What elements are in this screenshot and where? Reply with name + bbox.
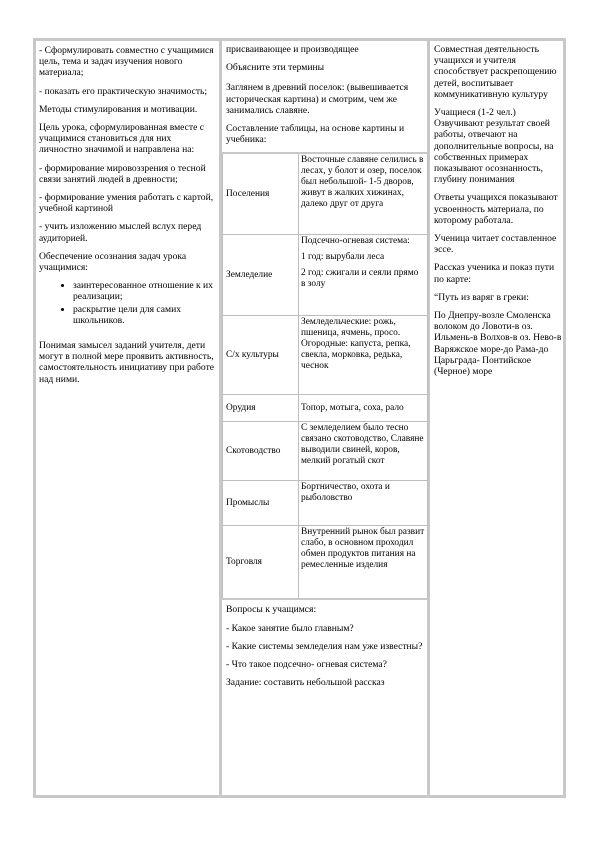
slavs-table [222, 152, 428, 600]
table-value [299, 235, 428, 316]
text-block: Учащиеся (1-2 чел.) Озвучивают результат своей работы, отвечают на дополнительные вопросы, на собственных примерах показывают осознанность, глубину понимания [434, 107, 554, 186]
table-value: Земледельческие: рожь, пшеница, ячмень, просо. Огородные: капуста, репка, свекла, морковка, редька, чеснок [299, 316, 428, 395]
table-key: Земледелие [223, 235, 299, 316]
text-block: - учить изложению мыслей вслух перед аудиторией. [39, 221, 202, 244]
text-block: - Сформулировать совместно с учащимися цель, тема и задач изучения нового материала; [39, 45, 214, 79]
text-block: По Днепру-возле Смоленска волоком до Ловоти-в оз. Ильмень-в Волхов-в оз. Нево-в Варяжское море-до Рама-до Царьграда- Понтийское (Черное) море [434, 310, 562, 378]
table-row [223, 481, 428, 526]
table-key: Орудия [223, 395, 299, 422]
column-content [222, 41, 430, 795]
text-block: Составление таблицы, на основе картины и учебника: [226, 123, 405, 146]
table-row [223, 526, 428, 600]
text-block: присваивающее и производящее [226, 44, 359, 55]
text-block: - показать его практическую значимость; [39, 85, 208, 97]
column-activity [430, 41, 566, 795]
table-row [223, 422, 428, 481]
table-value: Топор, мотыга, соха, рало [299, 395, 428, 422]
text-block: Методы стимулирования и мотивации. [39, 103, 198, 115]
text-block: - формирование мировоззрения о тесной связи занятий людей в древности; [39, 162, 206, 185]
text-block: Задание: составить небольшой рассказ [226, 677, 385, 689]
lesson-table [33, 38, 566, 798]
list-item: • раскрытие цели для самих школьников. [73, 304, 216, 326]
table-key: Промыслы [223, 481, 299, 526]
table-value-line: 1 год: вырубали леса [301, 252, 385, 263]
table-key: Торговля [223, 526, 299, 600]
text-block: Рассказ ученика и показ пути по карте: [434, 262, 555, 285]
text-block: - Какие системы земледелия нам уже известны? [226, 640, 423, 652]
table-row [223, 235, 428, 316]
table-row [223, 395, 428, 422]
text-block: Обеспечение осознания задач урока учащимися: [39, 250, 187, 274]
table-key: С/х культуры [223, 316, 299, 395]
text-block: Вопросы к учащимся: [226, 604, 317, 616]
bullet-list [39, 280, 216, 326]
table-value: Бортничество, охота и рыболовство [299, 481, 428, 526]
text-block: - Что такое подсечно- огневая система? [226, 659, 387, 671]
column-goals [36, 41, 222, 795]
text-block: Цель урока, сформулированная вместе с учащимися становиться для них личностно значимой и направлена на: [39, 122, 205, 156]
text-block: Объясните эти термины [226, 62, 325, 74]
text-block: Ответы учащихся показывают усвоенность материала, по которому работала. [434, 192, 558, 226]
table-value-line: 2 год: сжигали и сеяли прямо в золу [301, 268, 419, 290]
table-key: Поселения [223, 153, 299, 235]
text-block: Понимая замысел заданий учителя, дети могут в полной мере проявить активность, самостоятельность инициативу при работе над ними. [39, 340, 215, 385]
table-row [223, 153, 428, 235]
table-value: Восточные славяне селились в лесах, у болот и озер, поселок был небольшой- 1-5 дворов, живут в жалких хижинах, далеко друг от друга [299, 153, 428, 235]
text-block: Заглянем в древний поселок: (вывешивается историческая картина) и смотрим, чем же занимались славяне. [226, 82, 409, 116]
list-item: • заинтересованное отношение к их реализации; [73, 280, 216, 302]
text-block: - формирование умения работать с картой, учебной картиной [39, 192, 214, 215]
table-value: С земледелием было тесно связано скотоводство, Славяне выводили свиней, коров, мелкий рогатый скот [299, 422, 428, 481]
table-key: Скотоводство [223, 422, 299, 481]
table-value-line: Подсечно-огневая система: [301, 236, 410, 247]
text-block: Совместная деятельность учащихся и учителя способствует раскрепощению детей, воспитывает коммуникативную культуру [434, 44, 557, 100]
text-block: - Какое занятие было главным? [226, 622, 354, 634]
text-block: Ученица читает составленное эссе. [434, 233, 557, 256]
text-block: “Путь из варяг в греки: [434, 291, 529, 303]
table-row [223, 316, 428, 395]
table-value: Внутренний рынок был развит слабо, в основном проходил обмен продуктов питания на ремесленные изделия [299, 526, 428, 600]
